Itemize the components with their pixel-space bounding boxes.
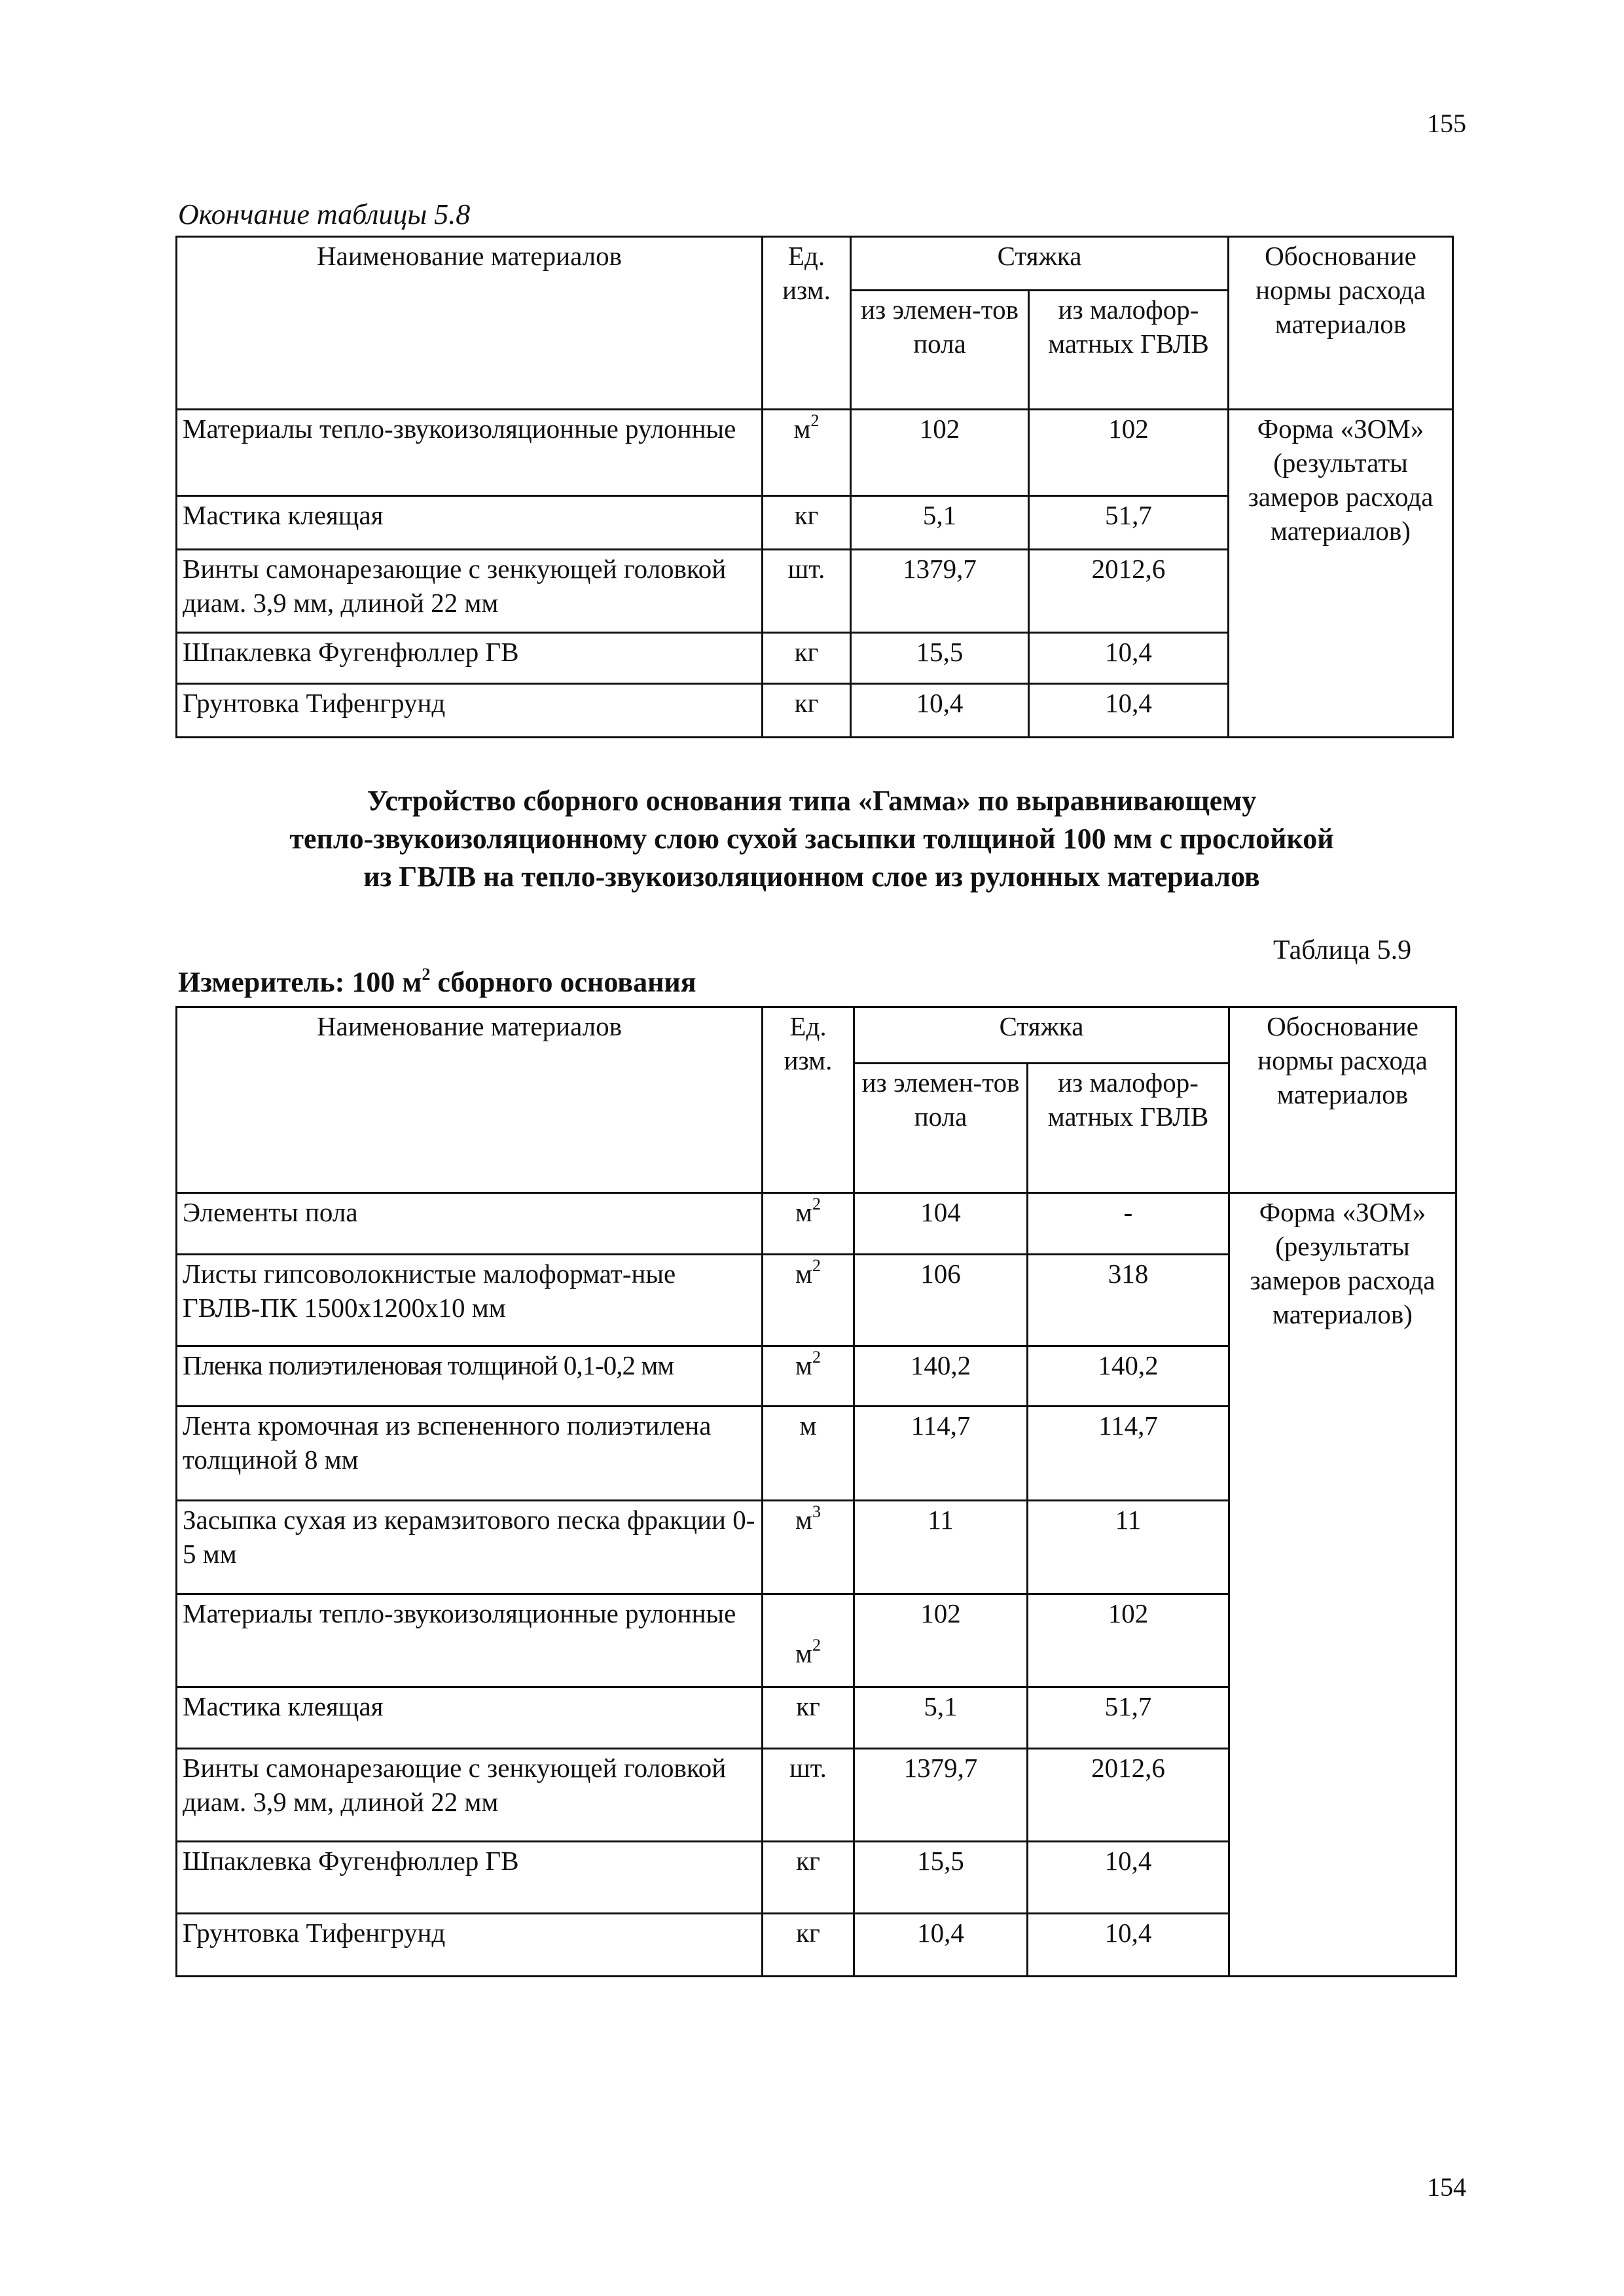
material-unit: кг [763, 496, 851, 550]
material-unit: $м^2$ [763, 410, 851, 496]
value-from-elements: 10,4 [851, 684, 1029, 738]
value-from-elements: 15,5 [854, 1842, 1028, 1914]
header-from-elements: из элемен-тов пола [854, 1064, 1028, 1193]
value-from-elements: 1379,7 [854, 1749, 1028, 1842]
section-heading [157, 782, 1466, 896]
material-name: Элементы пола [177, 1193, 763, 1255]
basis-value: Форма «ЗОМ» (результаты замеров расхода материалов) [1229, 1193, 1456, 1977]
material-name: Лента кромочная из вспененного полиэтилена толщиной 8 мм [177, 1407, 763, 1501]
material-name: Пленка полиэтиленовая толщиной 0,1-0,2 мм [177, 1346, 763, 1407]
material-unit: шт. [763, 1749, 854, 1842]
section-heading-line: из ГВЛВ на тепло-звукоизоляционном слое из рулонных материалов [363, 861, 1260, 893]
value-from-small-format: 11 [1028, 1501, 1229, 1594]
measurement-unit: Измеритель: 100 $м^2$ сборного основания [178, 965, 696, 998]
material-unit: $м^2$ [763, 1346, 854, 1407]
value-from-small-format: 51,7 [1028, 1687, 1229, 1749]
material-name: Винты самонарезающие с зенкующей головкой диам. 3,9 мм, длиной 22 мм [177, 1749, 763, 1842]
value-from-small-format: 10,4 [1028, 1914, 1229, 1977]
header-basis: Обоснование нормы расхода материалов [1229, 237, 1453, 410]
value-from-small-format: 102 [1028, 1594, 1229, 1687]
table-row [177, 1193, 1456, 1255]
value-from-elements: 10,4 [854, 1914, 1028, 1977]
value-from-small-format: - [1028, 1193, 1229, 1255]
value-from-elements: 1379,7 [851, 550, 1029, 633]
material-name: Винты самонарезающие с зенкующей головкой диам. 3,9 мм, длиной 22 мм [177, 550, 763, 633]
material-unit: кг [763, 684, 851, 738]
material-name: Листы гипсоволокнистые малоформат-ные ГВЛВ-ПК 1500х1200х10 мм [177, 1255, 763, 1346]
value-from-elements: 5,1 [851, 496, 1029, 550]
page-number-bottom: 154 [1427, 2172, 1466, 2202]
value-from-small-format: 114,7 [1028, 1407, 1229, 1501]
material-name: Мастика клеящая [177, 496, 763, 550]
table-caption: Окончание таблицы 5.8 [178, 198, 471, 230]
value-from-small-format: 318 [1028, 1255, 1229, 1346]
header-screed: Стяжка [854, 1007, 1229, 1064]
material-unit: кг [763, 1687, 854, 1749]
value-from-small-format: 2012,6 [1029, 550, 1229, 633]
value-from-elements: 15,5 [851, 633, 1029, 684]
page-number-top: 155 [1427, 109, 1466, 138]
header-unit: Ед. изм. [763, 237, 851, 410]
material-unit: кг [763, 1842, 854, 1914]
material-name: Шпаклевка Фугенфюллер ГВ [177, 633, 763, 684]
value-from-elements: 11 [854, 1501, 1028, 1594]
value-from-small-format: 10,4 [1028, 1842, 1229, 1914]
material-name: Материалы тепло-звукоизоляционные рулонные [177, 1594, 763, 1687]
material-name: Материалы тепло-звукоизоляционные рулонные [177, 410, 763, 496]
material-unit: кг [763, 633, 851, 684]
material-unit: $м^2$ [763, 1594, 854, 1687]
material-name: Шпаклевка Фугенфюллер ГВ [177, 1842, 763, 1914]
section-heading-line: Устройство сборного основания типа «Гамма» по выравнивающему [367, 785, 1257, 817]
value-from-elements: 104 [854, 1193, 1028, 1255]
header-name: Наименование материалов [177, 1007, 763, 1193]
header-from-elements: из элемен-тов пола [851, 291, 1029, 410]
material-unit: $м^2$ [763, 1193, 854, 1255]
value-from-small-format: 51,7 [1029, 496, 1229, 550]
table-5-9 [175, 1006, 1457, 1977]
header-screed: Стяжка [851, 237, 1229, 291]
material-unit: $м^3$ [763, 1501, 854, 1594]
value-from-elements: 106 [854, 1255, 1028, 1346]
basis-value: Форма «ЗОМ» (результаты замеров расхода материалов) [1229, 410, 1453, 738]
material-unit: шт. [763, 550, 851, 633]
material-name: Мастика клеящая [177, 1687, 763, 1749]
value-from-small-format: 102 [1029, 410, 1229, 496]
material-unit: кг [763, 1914, 854, 1977]
header-from-small-format: из малофор-матных ГВЛВ [1029, 291, 1229, 410]
material-unit: $м^2$ [763, 1255, 854, 1346]
material-name: Грунтовка Тифенгрунд [177, 1914, 763, 1977]
material-unit: м [763, 1407, 854, 1501]
material-name: Засыпка сухая из керамзитового песка фракции 0-5 мм [177, 1501, 763, 1594]
section-heading-line: тепло-звукоизоляционному слою сухой засыпки толщиной 100 мм с прослойкой [289, 823, 1334, 855]
table-row [177, 410, 1453, 496]
value-from-elements: 102 [854, 1594, 1028, 1687]
header-from-small-format: из малофор-матных ГВЛВ [1028, 1064, 1229, 1193]
value-from-small-format: 2012,6 [1028, 1749, 1229, 1842]
value-from-elements: 102 [851, 410, 1029, 496]
header-unit: Ед. изм. [763, 1007, 854, 1193]
value-from-small-format: 10,4 [1029, 633, 1229, 684]
value-from-elements: 140,2 [854, 1346, 1028, 1407]
value-from-small-format: 140,2 [1028, 1346, 1229, 1407]
continuation-table [175, 236, 1454, 738]
header-basis: Обоснование нормы расхода материалов [1229, 1007, 1456, 1193]
header-name: Наименование материалов [177, 237, 763, 410]
value-from-small-format: 10,4 [1029, 684, 1229, 738]
table-label: Таблица 5.9 [1273, 935, 1412, 965]
value-from-elements: 5,1 [854, 1687, 1028, 1749]
material-name: Грунтовка Тифенгрунд [177, 684, 763, 738]
value-from-elements: 114,7 [854, 1407, 1028, 1501]
